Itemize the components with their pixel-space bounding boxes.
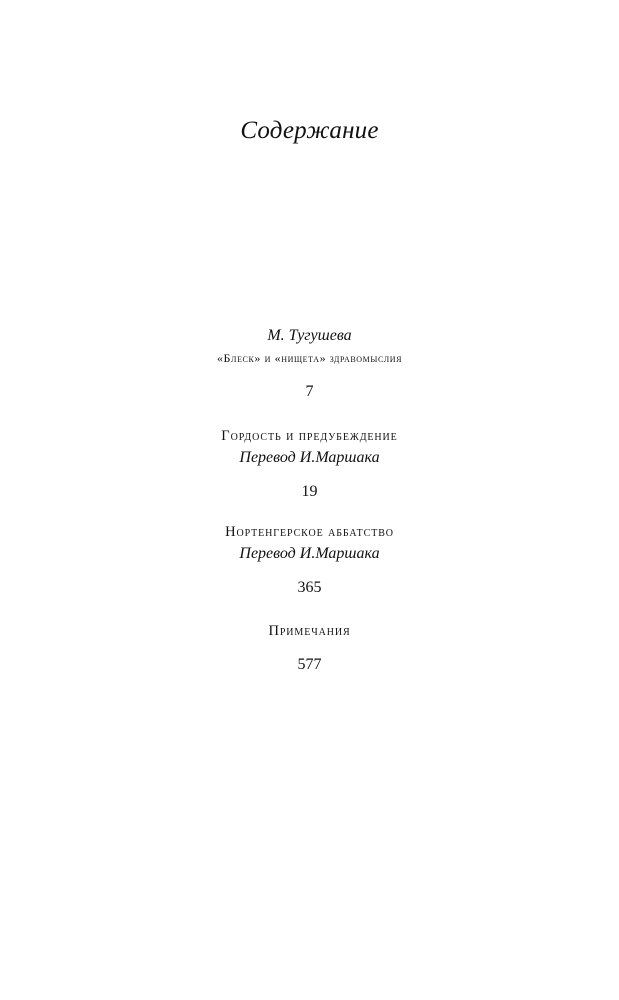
toc-entry-title: Нортенгерское аббатство [225, 524, 394, 540]
toc-entry-translator: Перевод И.Маршака [239, 449, 380, 466]
toc-entry-preface [0, 325, 619, 403]
toc-entry-translator: Перевод И.Маршака [239, 545, 380, 562]
toc-entry-page-number: 7 [305, 383, 314, 400]
toc-entry-page-number: 365 [297, 579, 322, 596]
toc-entry-notes [0, 620, 619, 676]
toc-entry-northanger-abbey [0, 521, 619, 599]
page-title: Содержание [240, 117, 379, 144]
toc-entry-author: М. Тугушева [267, 327, 352, 344]
toc-entry-title: Примечания [268, 623, 351, 639]
toc-entry-pride-and-prejudice [0, 425, 619, 503]
toc-entry-page-number: 19 [301, 483, 318, 500]
toc-entry-page-number: 577 [297, 656, 322, 673]
toc-entry-title: Гордость и предубеждение [221, 428, 398, 444]
toc-entry-title: «Блеск» и «нищета» здравомыслия [216, 351, 403, 365]
